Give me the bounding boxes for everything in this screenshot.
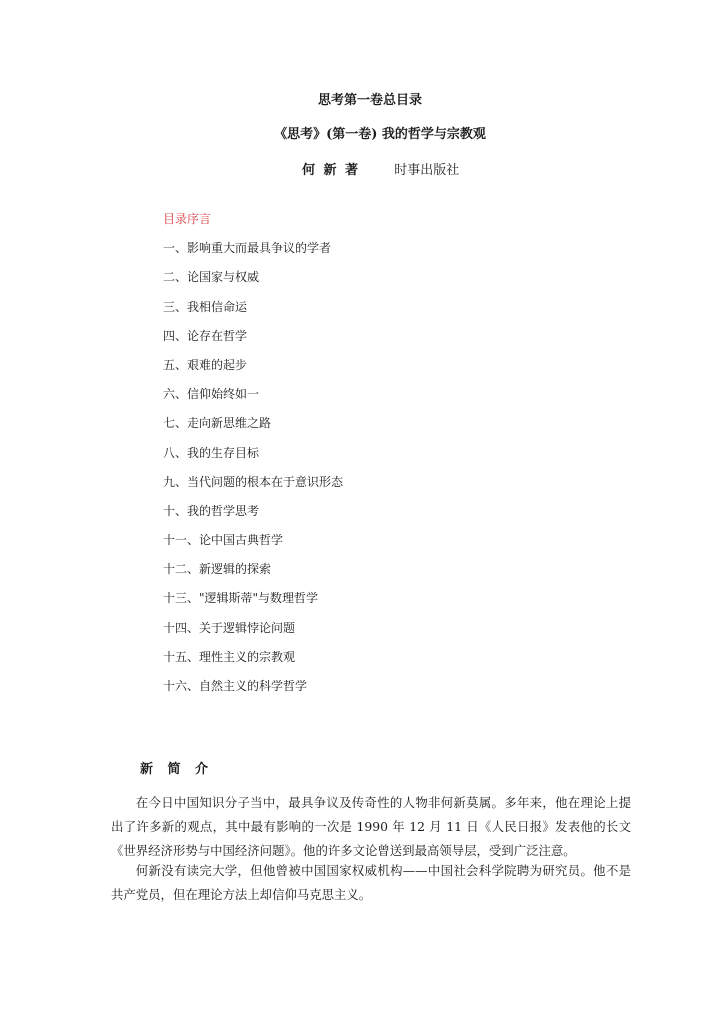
table-of-contents	[163, 205, 343, 701]
toc-item: 二、论国家与权威	[163, 270, 260, 285]
intro-paragraph: 在今日中国知识分子当中，最具争议及传奇性的人物非何新莫属。多年来，他在理论上提出了许多新的观点，其中最有影响的一次是 1990 年 12 月 11 日《人民日报》发表他的长文《世界经济形势与中国经济问题》。他的许多文论曾送到最高领导层，受到广泛注意。	[111, 795, 631, 858]
toc-item: 十五、理性主义的宗教观	[163, 649, 296, 664]
toc-item: 六、信仰始终如一	[163, 387, 260, 402]
toc-item: 九、当代问题的根本在于意识形态	[163, 474, 344, 489]
toc-item: 十六、自然主义的科学哲学	[163, 679, 308, 693]
toc-item: 七、走向新思维之路	[163, 416, 272, 431]
toc-item: 十四、关于逻辑悖论问题	[163, 620, 296, 635]
toc-item: 一、影响重大而最具争议的学者	[163, 241, 332, 256]
byline	[302, 159, 459, 178]
intro-paragraph: 何新没有读完大学，但他曾被中国国家权威机构——中国社会科学院聘为研究员。他不是共产党员，但在理论方法上却信仰马克思主义。	[111, 863, 631, 902]
toc-item: 十、我的哲学思考	[163, 503, 260, 518]
publisher-name: 时事出版社	[394, 163, 460, 178]
toc-item: 十三、"逻辑斯蒂"与数理哲学	[163, 591, 319, 606]
toc-item-preface[interactable]: 目录序言	[163, 212, 212, 226]
toc-item: 八、我的生存目标	[163, 445, 260, 460]
main-title: 思考第一卷总目录	[317, 93, 422, 108]
book-subtitle: 《思考》(第一卷) 我的哲学与宗教观	[274, 127, 486, 142]
toc-item: 五、艰难的起步	[163, 357, 248, 372]
toc-item: 三、我相信命运	[163, 299, 248, 314]
toc-item: 四、论存在哲学	[163, 328, 248, 343]
toc-item: 十二、新逻辑的探索	[163, 562, 272, 577]
intro-heading: 新 简 介	[140, 762, 214, 777]
author-name: 何 新 著	[302, 163, 361, 178]
toc-item: 十一、论中国古典哲学	[163, 533, 284, 548]
